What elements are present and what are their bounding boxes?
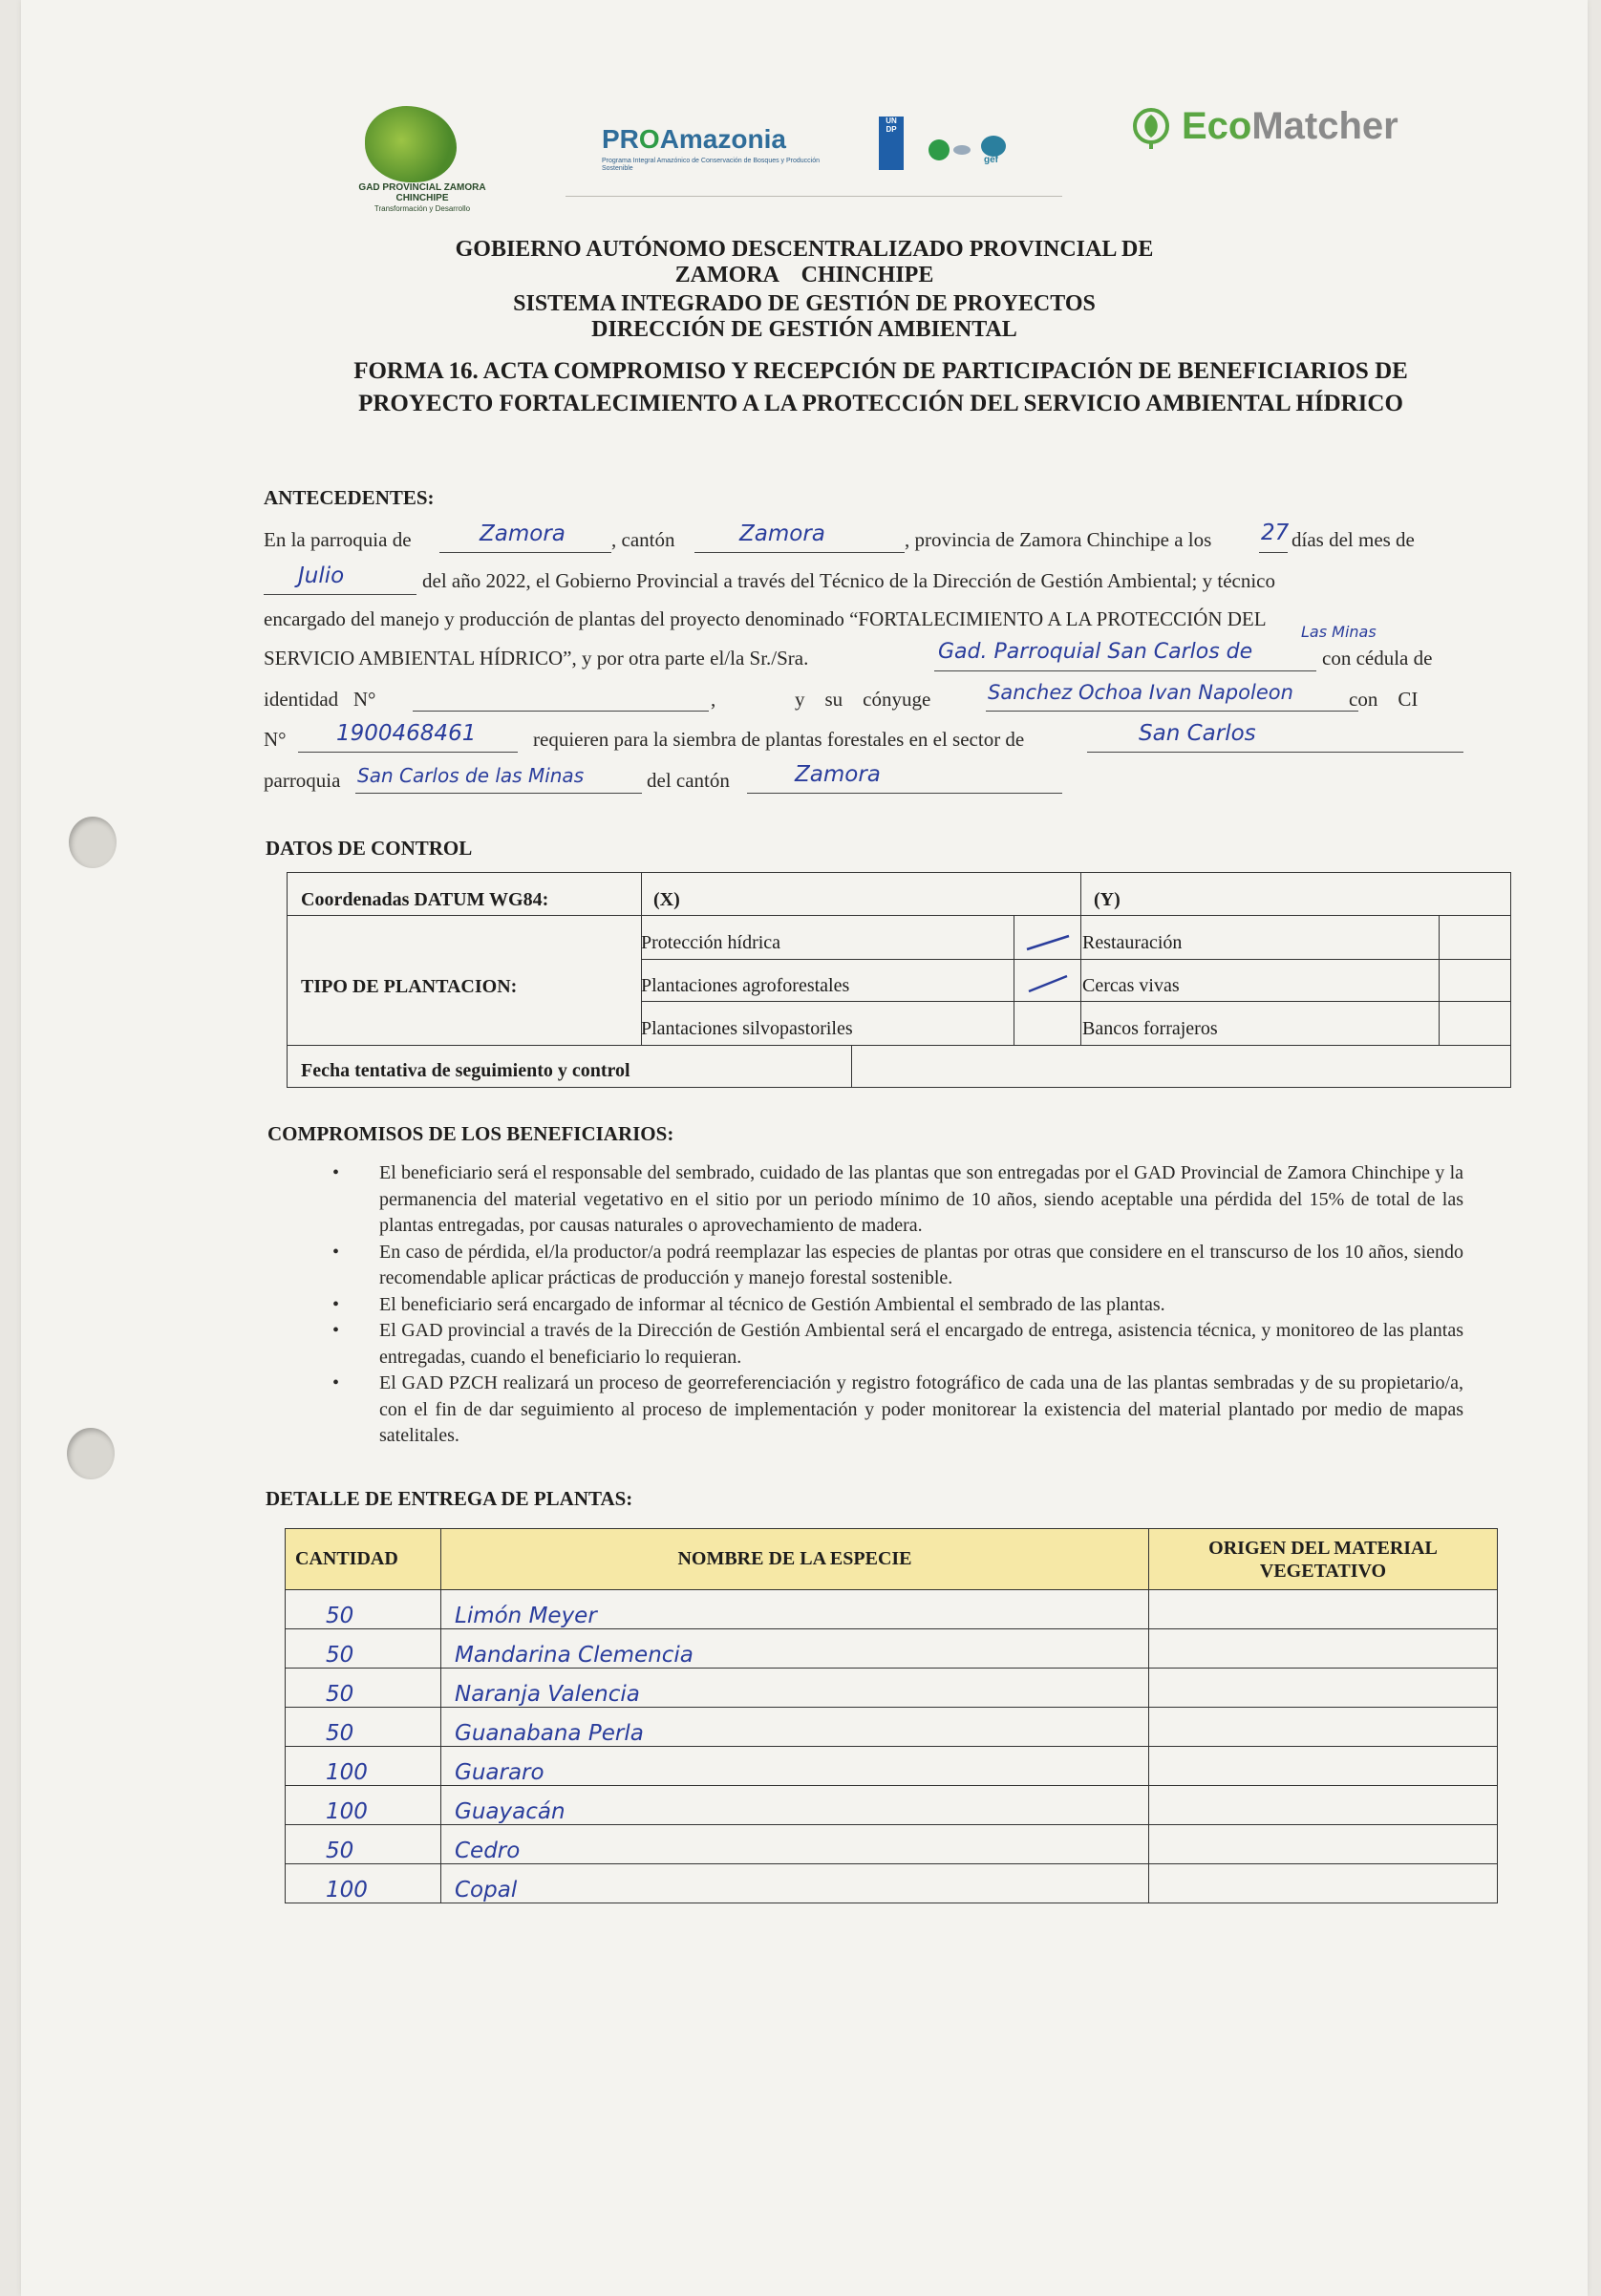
form-title-line-1: FORMA 16. ACTA COMPROMISO Y RECEPCIÓN DE PARTICIPACIÓN DE BENEFICIARIOS DE	[353, 358, 1408, 384]
proamazonia-subtitle: Programa Integral Amazónico de Conservación de Bosques y Producción Sostenible	[602, 158, 821, 172]
table-row	[286, 1786, 1498, 1825]
compromiso-item: • El beneficiario será encargado de informar al técnico de Gestión Ambiental el sembrado de las plantas.	[327, 1292, 1463, 1319]
text-parroquia-label: En la parroquia de	[264, 528, 412, 551]
table-row	[286, 1825, 1498, 1864]
cell-especie[interactable]: Guayacán	[441, 1786, 1149, 1825]
punch-hole	[67, 1428, 115, 1479]
title-line-3: SISTEMA INTEGRADO DE GESTIÓN DE PROYECTOS	[513, 291, 1096, 316]
coord-label: Coordenadas DATUM WG84:	[301, 889, 549, 910]
cell-cantidad[interactable]: 100	[286, 1747, 441, 1786]
header-divider	[566, 196, 1062, 197]
text-n: N°	[264, 728, 287, 751]
partner-logos: gef	[929, 134, 1014, 166]
compromisos-list	[327, 1160, 1463, 1450]
field-dia[interactable]: 27	[1261, 521, 1290, 545]
form-title	[308, 355, 1454, 420]
antecedentes-heading: ANTECEDENTES:	[264, 486, 435, 509]
cell-origen[interactable]	[1149, 1629, 1498, 1669]
checkmark-icon	[1023, 932, 1073, 955]
text-identidad: identidad N°	[264, 688, 376, 711]
table-row	[286, 1590, 1498, 1629]
document-sheet	[21, 0, 1588, 2296]
cell-cantidad[interactable]: 50	[286, 1669, 441, 1708]
y-label: (Y)	[1094, 889, 1121, 910]
x-label: (X)	[653, 889, 680, 910]
cell-cantidad[interactable]: 100	[286, 1864, 441, 1903]
plants-table	[285, 1528, 1498, 1903]
cell-cantidad[interactable]: 50	[286, 1708, 441, 1747]
datos-control-heading: DATOS DE CONTROL	[266, 837, 473, 860]
tipo-plantacion-label: TIPO DE PLANTACION:	[301, 976, 518, 997]
field-mes[interactable]: Julio	[298, 563, 345, 588]
text-sr-sra: SERVICIO AMBIENTAL HÍDRICO”, y por otra parte el/la Sr./Sra.	[264, 647, 809, 670]
control-table	[287, 872, 1511, 1088]
compromiso-item: • El beneficiario será el responsable del sembrado, cuidado de las plantas que son entregadas por el GAD Provincial de Zamora Chinchipe y la permanencia del material vegetativo en el sitio por un periodo mínimo de 10 años, siendo aceptable una pérdida del 15% de total de las plantas entregadas, por causas naturales o aprovechamiento de madera.	[327, 1160, 1463, 1240]
opt-bancos-forrajeros: Bancos forrajeros	[1082, 1018, 1218, 1039]
cell-origen[interactable]	[1149, 1747, 1498, 1786]
table-row	[286, 1629, 1498, 1669]
text-cedula: con cédula de	[1322, 647, 1433, 670]
table-row	[286, 1747, 1498, 1786]
opt-cercas-vivas: Cercas vivas	[1082, 975, 1180, 996]
field-beneficiario[interactable]: Gad. Parroquial San Carlos de	[938, 640, 1253, 664]
ecomatcher-leaf-icon	[1129, 107, 1173, 151]
table-row	[286, 1864, 1498, 1903]
table-row	[286, 1669, 1498, 1708]
cell-cantidad[interactable]: 50	[286, 1825, 441, 1864]
proamazonia-logo: PROAmazonia	[602, 124, 786, 154]
gad-zamora-logo: GAD PROVINCIAL ZAMORA CHINCHIPE Transformación y Desarrollo	[355, 100, 489, 215]
form-title-line-2: PROYECTO FORTALECIMIENTO A LA PROTECCIÓN DEL SERVICIO AMBIENTAL HÍDRICO	[358, 391, 1403, 416]
title-line-4: DIRECCIÓN DE GESTIÓN AMBIENTAL	[591, 317, 1017, 342]
cell-especie[interactable]: Mandarina Clemencia	[441, 1629, 1149, 1669]
col-cantidad: CANTIDAD	[286, 1529, 441, 1590]
field-canton2[interactable]: Zamora	[795, 762, 881, 787]
title-line-2: ZAMORA CHINCHIPE	[674, 263, 934, 287]
cell-cantidad[interactable]: 50	[286, 1590, 441, 1629]
table-row	[286, 1708, 1498, 1747]
cell-especie[interactable]: Copal	[441, 1864, 1149, 1903]
opt-silvopastoriles: Plantaciones silvopastoriles	[641, 1018, 853, 1039]
cell-especie[interactable]: Limón Meyer	[441, 1590, 1149, 1629]
text-requieren: requieren para la siembra de plantas forestales en el sector de	[533, 728, 1025, 751]
field-beneficiario-sup[interactable]: Las Minas	[1301, 623, 1377, 641]
plants-table-header	[286, 1529, 1498, 1590]
field-parroquia[interactable]: Zamora	[480, 521, 566, 546]
ecomatcher-logo: EcoMatcher	[1182, 105, 1398, 147]
text-comma: ,	[711, 688, 716, 711]
text-proyecto: encargado del manejo y producción de plantas del proyecto denominado “FORTALECIMIENTO A LA PROTECCIÓN DEL	[264, 607, 1267, 630]
field-parroquia2[interactable]: San Carlos de las Minas	[357, 764, 585, 787]
undp-logo: UN DP	[879, 117, 904, 170]
text-con-ci: con CI	[1349, 688, 1419, 711]
cell-origen[interactable]	[1149, 1864, 1498, 1903]
cell-origen[interactable]	[1149, 1825, 1498, 1864]
compromiso-item: • El GAD PZCH realizará un proceso de georreferenciación y registro fotográfico de cada una de las plantas sembradas y de su propietario/a, con el fin de dar seguimiento al proceso de implementación y poder monitorear la existencia del material plantado por medio de mapas satelitales.	[327, 1371, 1463, 1450]
detalle-heading: DETALLE DE ENTREGA DE PLANTAS:	[266, 1487, 633, 1510]
col-especie: NOMBRE DE LA ESPECIE	[441, 1529, 1149, 1590]
col-origen: ORIGEN DEL MATERIAL VEGETATIVO	[1149, 1529, 1498, 1590]
text-canton-label: , cantón	[611, 528, 675, 551]
field-conyuge[interactable]: Sanchez Ochoa Ivan Napoleon	[988, 681, 1293, 704]
cell-especie[interactable]: Guanabana Perla	[441, 1708, 1149, 1747]
cell-origen[interactable]	[1149, 1590, 1498, 1629]
checkmark-icon	[1023, 974, 1073, 997]
opt-agroforestales: Plantaciones agroforestales	[641, 975, 850, 996]
cell-origen[interactable]	[1149, 1786, 1498, 1825]
text-dias-mes: días del mes de	[1291, 528, 1415, 551]
cell-origen[interactable]	[1149, 1669, 1498, 1708]
cell-especie[interactable]: Guararo	[441, 1747, 1149, 1786]
institution-titles	[183, 235, 1425, 345]
text-provincia: , provincia de Zamora Chinchipe a los	[905, 528, 1212, 551]
compromiso-item: • En caso de pérdida, el/la productor/a podrá reemplazar las especies de plantas por otras que considere en el transcurso de los 10 años, siendo recomendable aplicar prácticas de producción y manejo forestal sostenible.	[327, 1240, 1463, 1292]
cell-especie[interactable]: Cedro	[441, 1825, 1149, 1864]
text-parroquia2-label: parroquia	[264, 769, 341, 792]
compromisos-heading: COMPROMISOS DE LOS BENEFICIARIOS:	[267, 1122, 674, 1145]
field-ci[interactable]: 1900468461	[336, 721, 477, 746]
opt-proteccion-hidrica: Protección hídrica	[641, 932, 781, 953]
punch-hole	[69, 817, 117, 868]
field-sector[interactable]: San Carlos	[1139, 721, 1256, 746]
cell-cantidad[interactable]: 100	[286, 1786, 441, 1825]
field-canton[interactable]: Zamora	[739, 521, 825, 546]
compromiso-item: • El GAD provincial a través de la Dirección de Gestión Ambiental será el encargado de entrega, asistencia técnica, y monitoreo de las plantas entregadas, cuando el beneficiario lo requieran.	[327, 1318, 1463, 1371]
cell-especie[interactable]: Naranja Valencia	[441, 1669, 1149, 1708]
opt-restauracion: Restauración	[1082, 932, 1183, 953]
text-canton2-label: del cantón	[647, 769, 730, 792]
title-line-1: GOBIERNO AUTÓNOMO DESCENTRALIZADO PROVINCIAL DE	[455, 237, 1154, 262]
text-anio: del año 2022, el Gobierno Provincial a través del Técnico de la Dirección de Gestión Ambiental; y técnico	[422, 569, 1275, 592]
fecha-seguimiento-label: Fecha tentativa de seguimiento y control	[301, 1060, 630, 1081]
cell-origen[interactable]	[1149, 1708, 1498, 1747]
cell-cantidad[interactable]: 50	[286, 1629, 441, 1669]
text-conyuge: y su cónyuge	[795, 688, 931, 711]
